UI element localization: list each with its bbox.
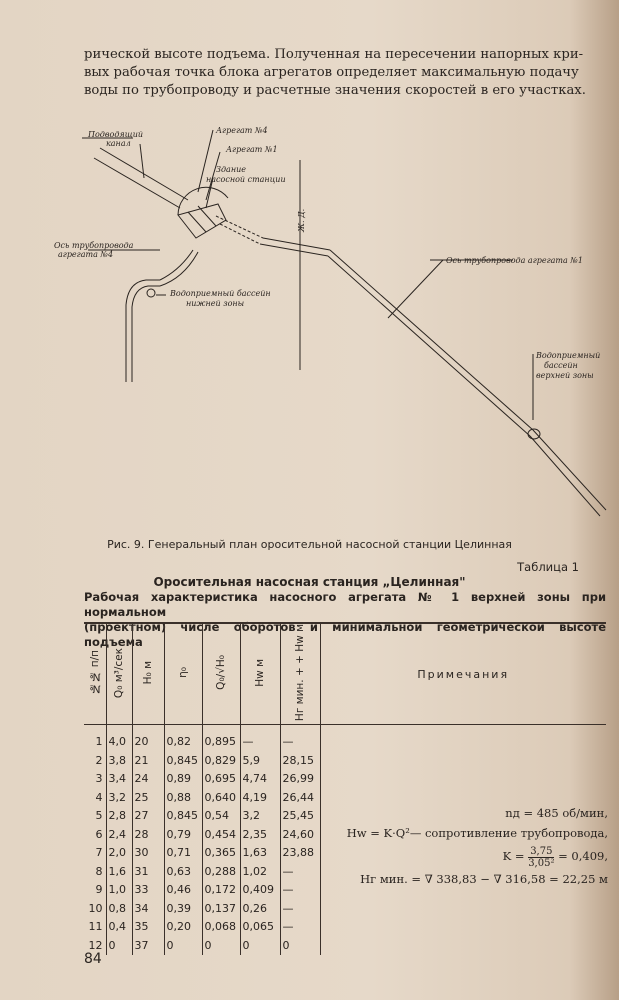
header-hsum: Hг мин. + + Hw м xyxy=(294,624,306,722)
notes-cell xyxy=(320,751,606,770)
table-cell: 1,6 xyxy=(106,862,132,881)
table-cell: 9 xyxy=(95,883,103,897)
table-cell: 1,63 xyxy=(240,844,280,863)
label-upper-basin: бассейн xyxy=(544,361,578,370)
table-row xyxy=(84,770,606,789)
table-cell: 0,46 xyxy=(164,881,202,900)
notes-cell xyxy=(320,770,606,789)
header-h: H₀ м xyxy=(142,660,154,685)
table-subtitle-line-1: Рабочая характеристика насосного агрегата № 1 верхней зоны при нормальном xyxy=(84,590,606,619)
table-row xyxy=(84,751,606,770)
paragraph-line-2: вых рабочая точка блока агрегатов определяет максимальную подачу xyxy=(84,65,579,80)
note-k-denominator: 3,05² xyxy=(528,857,555,869)
table-cell: 2,4 xyxy=(106,825,132,844)
table-cell: 35 xyxy=(132,918,164,937)
label-upper-basin: верхней зоны xyxy=(536,371,594,380)
table-cell: 23,88 xyxy=(280,844,320,863)
table-cell: 3,8 xyxy=(106,751,132,770)
table-cell: 0,845 xyxy=(164,807,202,826)
table-cell: 4,74 xyxy=(240,770,280,789)
header-hw: Hw м xyxy=(254,658,266,687)
header-ratio: Q₀/√H₀ xyxy=(215,655,227,690)
paragraph-line-1: рической высоте подъема. Полученная на пересечении напорных кри- xyxy=(84,47,584,62)
table-row xyxy=(84,936,606,955)
table-cell: 0,79 xyxy=(164,825,202,844)
table-cell: 27 xyxy=(132,807,164,826)
table-cell: 6 xyxy=(95,827,103,841)
notes-cell xyxy=(320,918,606,937)
header-q: Q₀ м³/сек xyxy=(113,647,125,698)
table-cell: 8 xyxy=(95,864,103,878)
notes-cell xyxy=(320,936,606,955)
label-axis-unit4: Ось трубопровода xyxy=(54,241,134,250)
label-railway: Ж. Д. xyxy=(297,208,306,232)
label-upper-basin: Водоприемный xyxy=(536,351,601,360)
page-number: 84 xyxy=(84,951,102,967)
header-notes: Примечания xyxy=(417,667,510,681)
table-cell: 0,640 xyxy=(202,788,240,807)
station-building xyxy=(178,204,226,238)
table-cell: 28 xyxy=(132,825,164,844)
table-cell: 0,82 xyxy=(164,725,202,752)
table-cell: 0 xyxy=(240,936,280,955)
table-cell: 1 xyxy=(95,734,103,748)
table-cell: 0,20 xyxy=(164,918,202,937)
body-paragraph xyxy=(84,46,602,100)
table-cell: 3,2 xyxy=(240,807,280,826)
table-cell: 1,02 xyxy=(240,862,280,881)
table-cell: 0 xyxy=(280,936,320,955)
table-cell: 24 xyxy=(132,770,164,789)
inlet-canal-line xyxy=(94,158,180,208)
general-plan-drawing xyxy=(48,120,618,525)
pipeline-unit4 xyxy=(126,280,160,382)
table-cell: 34 xyxy=(132,899,164,918)
table-cell: 26,44 xyxy=(280,788,320,807)
note-k-numerator: 3,75 xyxy=(528,846,554,858)
note-pipe-resistance: Hw = K·Q²— сопротивление трубопровода, xyxy=(346,826,608,840)
label-inlet-canal: Подводящий xyxy=(88,130,144,139)
table-cell: 2,0 xyxy=(106,844,132,863)
table-cell: 0,068 xyxy=(202,918,240,937)
table-cell: 3,2 xyxy=(106,788,132,807)
table-cell: 2,35 xyxy=(240,825,280,844)
table-cell: 20 xyxy=(132,725,164,752)
label-building: насосной станции xyxy=(206,175,286,184)
note-min-height: Hг мин. = ∇ 338,83 − ∇ 316,58 = 22,25 м xyxy=(360,872,608,886)
table-cell: 0,54 xyxy=(202,807,240,826)
table-cell: 4,19 xyxy=(240,788,280,807)
table-cell: 0,172 xyxy=(202,881,240,900)
table-cell: 0 xyxy=(164,936,202,955)
table-cell: 0,26 xyxy=(240,899,280,918)
table-cell: 0,71 xyxy=(164,844,202,863)
pipeline-unit1 xyxy=(328,256,530,436)
header-num: №№ п/п xyxy=(88,650,101,695)
pump-characteristics-table xyxy=(84,622,606,955)
table-cell: 5 xyxy=(95,809,103,823)
table-cell: 21 xyxy=(132,751,164,770)
table-subtitle-line-2: (проектном) числе оборотов и минимальной геометрической высоте подъема xyxy=(84,620,606,649)
table-cell: 37 xyxy=(132,936,164,955)
label-axis-unit1: Ось трубопровода агрегата №1 xyxy=(446,256,583,265)
label-lower-basin: Водоприемный бассейн xyxy=(170,289,271,298)
table-cell: — xyxy=(280,918,320,937)
table-cell: 5,9 xyxy=(240,751,280,770)
table-cell: 0,065 xyxy=(240,918,280,937)
table-cell: 1,0 xyxy=(106,881,132,900)
table-cell: 4 xyxy=(95,790,103,804)
table-cell: 2 xyxy=(95,753,103,767)
note-k-prefix: K = xyxy=(502,849,525,863)
table-cell: 0,8 xyxy=(106,899,132,918)
table-notes xyxy=(330,803,608,889)
table-row xyxy=(84,918,606,937)
label-inlet-canal: канал xyxy=(106,139,131,148)
table-cell: 0,137 xyxy=(202,899,240,918)
table-row xyxy=(84,725,606,752)
notes-cell xyxy=(320,725,606,752)
table-cell: 24,60 xyxy=(280,825,320,844)
pipeline-unit1 xyxy=(330,250,533,430)
table-cell: 0,88 xyxy=(164,788,202,807)
paragraph-line-3: воды по трубопроводу и расчетные значения скоростей в его участках. xyxy=(84,83,586,98)
notes-cell xyxy=(320,899,606,918)
station-title: Оросительная насосная станция „Целинная" xyxy=(153,575,466,589)
figure-caption: Рис. 9. Генеральный план оросительной насосной станции Целинная xyxy=(107,538,512,551)
table-cell: 25,45 xyxy=(280,807,320,826)
table-cell: 0,39 xyxy=(164,899,202,918)
label-unit1: Агрегат №1 xyxy=(226,145,278,154)
note-k-formula xyxy=(330,843,608,869)
table-cell: — xyxy=(280,862,320,881)
table-cell: 0,63 xyxy=(164,862,202,881)
note-rotation-speed: nд = 485 об/мин, xyxy=(505,806,608,820)
table-cell: 4,0 xyxy=(106,725,132,752)
table-cell: 28,15 xyxy=(280,751,320,770)
table-cell: — xyxy=(280,881,320,900)
table-cell: — xyxy=(240,725,280,752)
table-cell: 0,454 xyxy=(202,825,240,844)
label-axis-unit4: агрегата №4 xyxy=(58,250,114,259)
table-cell: 3 xyxy=(95,772,103,786)
table-number: Таблица 1 xyxy=(517,560,579,574)
table-cell: 0,895 xyxy=(202,725,240,752)
table-cell: 0,695 xyxy=(202,770,240,789)
table-cell: 3,4 xyxy=(106,770,132,789)
table-cell: 31 xyxy=(132,862,164,881)
header-eta: η₀ xyxy=(177,667,189,678)
table-cell: 0,845 xyxy=(164,751,202,770)
table-cell: 2,8 xyxy=(106,807,132,826)
table-cell: 0,409 xyxy=(240,881,280,900)
table-cell: 0,288 xyxy=(202,862,240,881)
lower-basin-mark xyxy=(147,289,155,297)
label-unit4: Агрегат №4 xyxy=(216,126,268,135)
table-cell: 26,99 xyxy=(280,770,320,789)
table-row xyxy=(84,899,606,918)
table-cell: 0 xyxy=(106,936,132,955)
label-lower-basin: нижней зоны xyxy=(186,299,245,308)
label-building: Здание xyxy=(216,165,246,174)
table-cell: 0,829 xyxy=(202,751,240,770)
table-cell: 10 xyxy=(88,901,103,915)
note-k-fraction xyxy=(528,846,554,869)
table-cell: 7 xyxy=(95,846,103,860)
table-header-row xyxy=(84,623,606,725)
table-cell: 0 xyxy=(202,936,240,955)
table-cell: 0,4 xyxy=(106,918,132,937)
note-k-result: = 0,409, xyxy=(558,849,608,863)
table-cell: 25 xyxy=(132,788,164,807)
table-cell: — xyxy=(280,725,320,752)
table-cell: — xyxy=(280,899,320,918)
table-cell: 30 xyxy=(132,844,164,863)
table-cell: 33 xyxy=(132,881,164,900)
table-cell: 0,89 xyxy=(164,770,202,789)
table-cell: 12 xyxy=(88,938,103,952)
table-cell: 11 xyxy=(88,920,103,934)
table-cell: 0,365 xyxy=(202,844,240,863)
